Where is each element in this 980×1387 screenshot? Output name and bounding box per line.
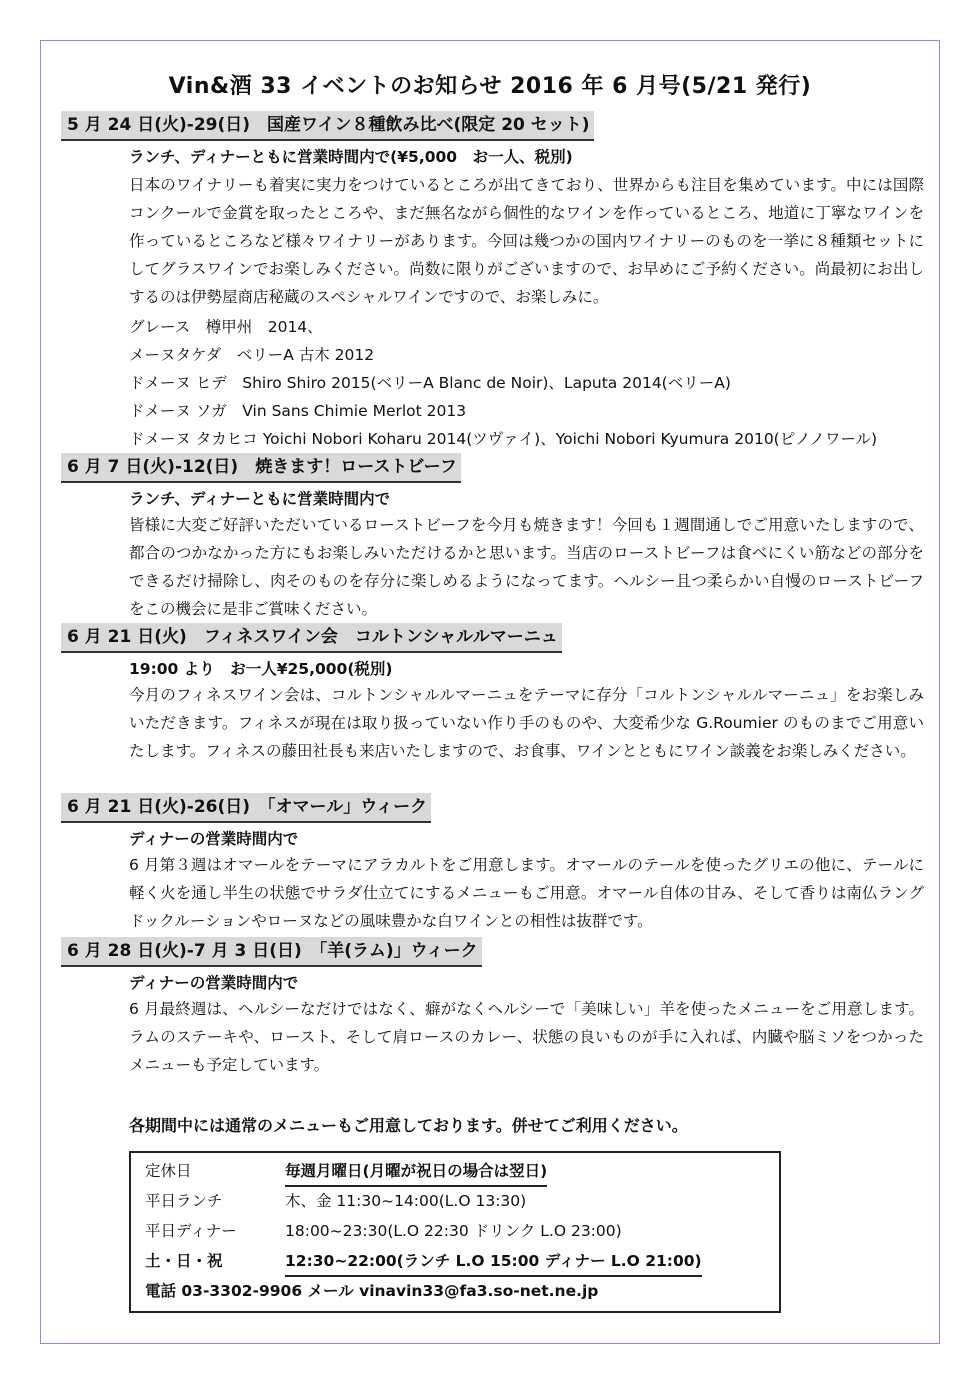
info-value: 18:00~23:30(L.O 22:30 ドリンク L.O 23:00) [285, 1222, 622, 1240]
page-title: Vin&酒 33 イベントのお知らせ 2016 年 6 月号(5/21 発行) [168, 74, 812, 99]
business-info-box [129, 1151, 781, 1313]
wine-list-item: グレース 樽甲州 2014、 [129, 318, 323, 336]
section-body-lamb-week: 6 月最終週は、ヘルシーなだけではなく、癖がなくヘルシーで「美味しい」羊を使ったメニューをご用意します。ラムのステーキや、ロースト、そして肩ロースのカレー、状態の良いものが手に入れば、内臓や脳ミソをつかったメニューも予定しています。 [129, 1000, 924, 1074]
section-subheading-wine-tasting: ランチ、ディナーともに営業時間内で(¥5,000 お一人、税別) [129, 148, 573, 166]
info-value: 毎週月曜日(月曜が祝日の場合は翌日) [285, 1157, 547, 1187]
wine-list-item: ドメーヌ ヒデ Shiro Shiro 2015(ベリーA Blanc de Noir)、Laputa 2014(ベリーA) [129, 374, 731, 392]
page-frame [40, 40, 940, 1344]
wine-list-item: ドメーヌ ソガ Vin Sans Chimie Merlot 2013 [129, 402, 467, 420]
section-subheading-lamb-week: ディナーの営業時間内で [129, 974, 299, 992]
section-body-wine-tasting: 日本のワイナリーも着実に実力をつけているところが出てきており、世界からも注目を集めています。中には国際コンクールで金賞を取ったところや、まだ無名ながら個性的なワインを作っているところ、地道に丁寧なワインを作っているところなど様々ワイナリーがあります。今回は幾つかの国内ワイナリーのものを一挙に８種類セットにしてグラスワインでお楽しみください。尚数に限りがございますので、お早めにご予約ください。尚最初にお出しするのは伊勢屋商店秘蔵のスペシャルワインですので、お楽しみに。 [129, 176, 924, 306]
contact-line: 電話 03-3302-9906 メール vinavin33@fa3.so-net.ne.jp [145, 1282, 599, 1300]
section-heading-finesse-wine: 6 月 21 日(火) フィネスワイン会 コルトンシャルルマーニュ [61, 623, 562, 653]
section-body-finesse-wine: 今月のフィネスワイン会は、コルトンシャルルマーニュをテーマに存分「コルトンシャルルマーニュ」をお楽しみいただきます。フィネスが現在は取り扱っていない作り手のものや、大変希少な G.Roumier のものまでご用意いたします。フィネスの藤田社長も来店いたしますので、お食事、ワインとともにワイン談義をお楽しみください。 [129, 686, 924, 760]
info-value: 12:30~22:00(ランチ L.O 15:00 ディナー L.O 21:00) [285, 1247, 702, 1277]
section-subheading-finesse-wine: 19:00 より お一人¥25,000(税別) [129, 660, 393, 678]
section-subheading-roast-beef: ランチ、ディナーともに営業時間内で [129, 490, 391, 508]
section-heading-lamb-week: 6 月 28 日(火)-7 月 3 日(日) 「羊(ラム)」ウィーク [61, 937, 482, 967]
section-heading-wine-tasting: 5 月 24 日(火)-29(日) 国産ワイン８種飲み比べ(限定 20 セット) [61, 111, 594, 141]
wine-list-item: メーヌタケダ ベリーA 古木 2012 [129, 346, 375, 364]
info-label: 土・日・祝 [145, 1252, 223, 1270]
section-body-homard-week: 6 月第３週はオマールをテーマにアラカルトをご用意します。オマールのテールを使ったグリエの他に、テールに軽く火を通し半生の状態でサラダ仕立てにするメニューもご用意。オマール自体の甘み、そして香りは南仏ラングドックルーションやローヌなどの風味豊かな白ワインとの相性は抜群です。 [129, 856, 924, 930]
wine-list-item: ドメーヌ タカヒコ Yoichi Nobori Koharu 2014(ツヴァイ)、Yoichi Nobori Kyumura 2010(ピノノワール) [129, 430, 878, 448]
footer-note: 各期間中には通常のメニューもご用意しております。併せてご利用ください。 [129, 1116, 688, 1135]
section-heading-roast-beef: 6 月 7 日(火)-12(日) 焼きます！ローストビーフ [61, 453, 461, 483]
info-label: 平日ランチ [145, 1192, 223, 1210]
info-label: 定休日 [145, 1162, 192, 1180]
section-subheading-homard-week: ディナーの営業時間内で [129, 830, 299, 848]
section-body-roast-beef: 皆様に大変ご好評いただいているローストビーフを今月も焼きます！今回も１週間通しでご用意いたしますので、都合のつかなかった方にもお楽しみいただけるかと思います。当店のローストビーフは食べにくい筋などの部分をできるだけ掃除し、肉そのものを存分に楽しめるようになってます。ヘルシー且つ柔らかい自慢のローストビーフをこの機会に是非ご賞味ください。 [129, 516, 924, 618]
section-heading-homard-week: 6 月 21 日(火)-26(日) 「オマール」ウィーク [61, 793, 431, 823]
info-label: 平日ディナー [145, 1222, 237, 1240]
info-value: 木、金 11:30~14:00(L.O 13:30) [285, 1192, 527, 1210]
